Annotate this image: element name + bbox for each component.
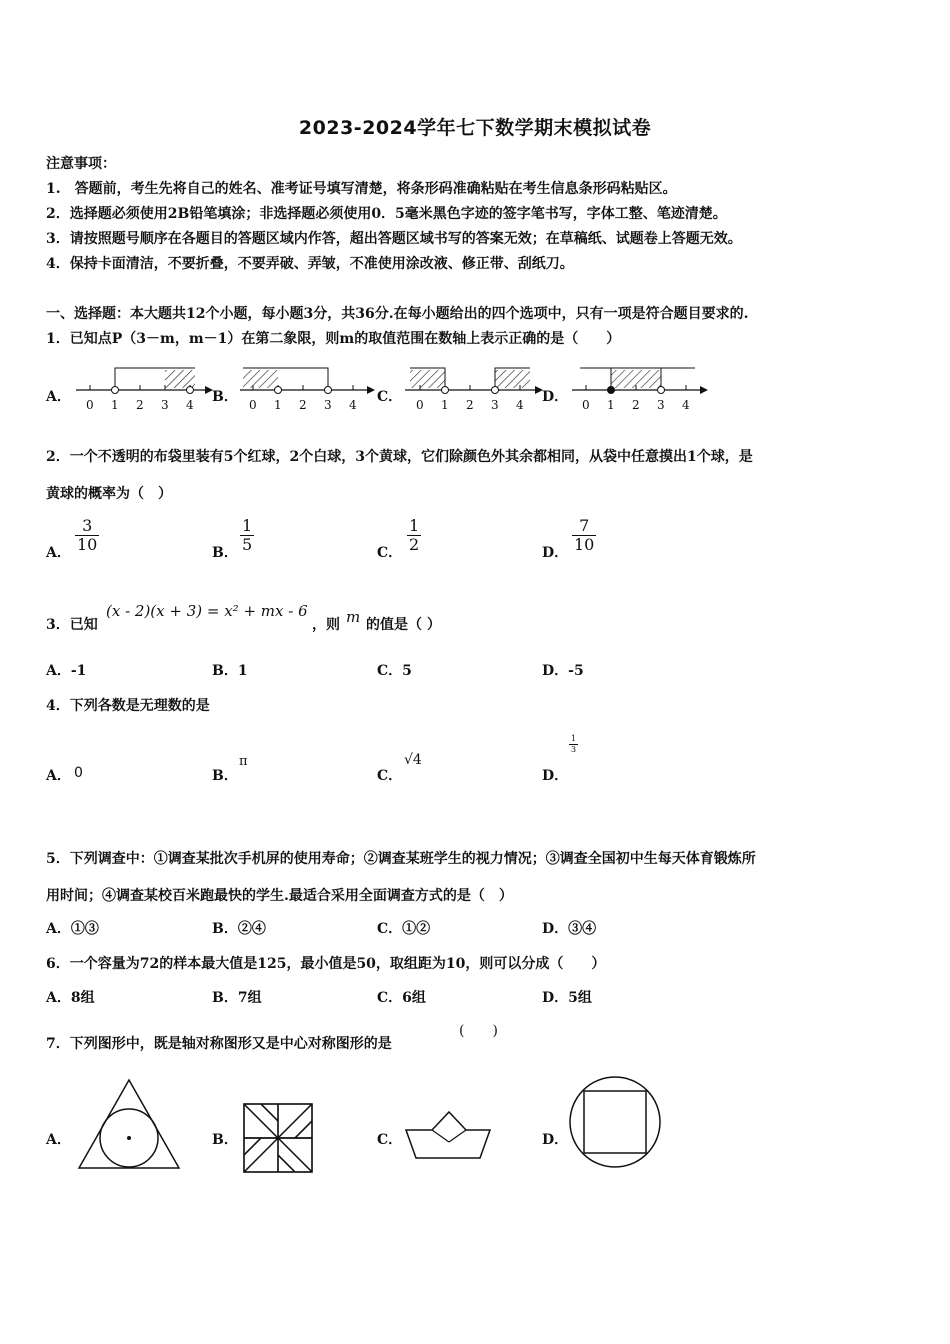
tick-label: 2 (466, 398, 474, 412)
question-7-paren: ( ) (459, 1023, 498, 1039)
notice-item: 3．请按照题号顺序在各题目的答题区域内作答，超出答题区域书写的答案无效；在草稿纸、试题卷上答题无效。 (46, 231, 742, 247)
tick-label: 2 (136, 398, 144, 412)
tick-label: 4 (516, 398, 524, 412)
q2-option-c-label: C． (377, 545, 403, 561)
q4-option-a-value: 0 (74, 765, 83, 781)
boat-figure (404, 1110, 494, 1170)
tick-label: 3 (161, 398, 169, 412)
q1-option-d-label: D． (542, 389, 569, 405)
q4-option-b-label: B． (212, 768, 238, 784)
denominator: 10 (574, 535, 595, 554)
tick-label: 2 (632, 398, 640, 412)
q3-option-d: D．-5 (542, 663, 584, 679)
tick-label: 4 (186, 398, 194, 412)
question-3-prefix: 3．已知 (46, 617, 98, 633)
notice-item: 4．保持卡面清洁，不要折叠，不要弄破、弄皱，不准使用涂改液、修正带、刮纸刀。 (46, 256, 574, 272)
q2-option-d-fraction (572, 517, 596, 554)
q6-option-c: C．6组 (377, 990, 426, 1006)
question-5-stem-cont: 用时间；④调查某校百米跑最快的学生.最适合采用全面调查方式的是（ ） (46, 888, 513, 904)
square-in-circle-figure (568, 1076, 664, 1172)
q7-option-c-label: C． (377, 1132, 403, 1148)
tick-label: 0 (582, 398, 590, 412)
q5-option-d: D．③④ (542, 921, 597, 937)
q4-option-b-value: π (239, 754, 248, 769)
q4-option-d-label: D． (542, 768, 569, 784)
triangle-incircle-figure (76, 1075, 186, 1175)
question-3-suffix: ，则 (312, 617, 340, 633)
notice-item: 1. 答题前，考生先将自己的姓名、准考证号填写清楚，将条形码准确粘贴在考生信息条形码粘贴区。 (46, 181, 677, 197)
number-line-d (572, 368, 708, 394)
numerator: 1 (242, 516, 253, 535)
number-line-a (76, 368, 213, 394)
tick-label: 0 (249, 398, 257, 412)
tick-label: 0 (416, 398, 424, 412)
q2-option-a-fraction (75, 517, 99, 554)
question-5-stem: 5．下列调查中：①调查某批次手机屏的使用寿命；②调查某班学生的视力情况；③调查全国初中生每天体育锻炼所 (46, 851, 756, 867)
q3-option-a: A．-1 (46, 663, 87, 679)
tick-label: 3 (657, 398, 665, 412)
q1-option-b-label: B． (212, 389, 238, 405)
question-2-stem-cont: 黄球的概率为（ ） (46, 486, 172, 502)
q7-option-a-label: A． (46, 1132, 71, 1148)
tick-label: 4 (349, 398, 357, 412)
numerator: 3 (82, 516, 93, 535)
q1-option-c-label: C． (377, 389, 403, 405)
q3-option-b: B．1 (212, 663, 248, 679)
tick-label: 1 (607, 398, 615, 412)
q2-option-a-label: A． (46, 545, 71, 561)
page-title: 2023-2024学年七下数学期末模拟试卷 (298, 117, 652, 139)
q6-option-a: A．8组 (46, 990, 95, 1006)
q4-option-a-label: A． (46, 768, 71, 784)
question-3-formula: (x - 2)(x + 3) = x² + mx - 6 (106, 602, 308, 620)
numerator: 7 (579, 516, 590, 535)
q5-option-c: C．①② (377, 921, 431, 937)
q6-option-b: B．7组 (212, 990, 262, 1006)
question-4-stem: 4．下列各数是无理数的是 (46, 698, 210, 714)
q4-option-d-fraction (569, 734, 578, 755)
q5-option-b: B．②④ (212, 921, 266, 937)
tick-label: 3 (324, 398, 332, 412)
number-line-c (405, 368, 543, 394)
q3-option-c: C．5 (377, 663, 412, 679)
tick-label: 3 (491, 398, 499, 412)
tick-label: 1 (274, 398, 282, 412)
numerator: 1 (409, 516, 420, 535)
notice-item: 2．选择题必须使用2B铅笔填涂；非选择题必须使用0．5毫米黑色字迹的签字笔书写，字体工整、笔迹清楚。 (46, 206, 727, 222)
q5-option-a: A．①③ (46, 921, 99, 937)
question-3-variable: m (346, 608, 361, 626)
pinwheel-figure (243, 1103, 315, 1175)
denominator: 3 (571, 745, 577, 754)
section-heading: 一、选择题：本大题共12个小题，每小题3分，共36分.在每小题给出的四个选项中，只有一项是符合题目要求的. (46, 306, 749, 322)
denominator: 5 (242, 535, 253, 554)
question-3-tail: 的值是（ ） (366, 617, 441, 633)
question-6-stem: 6．一个容量为72的样本最大值是125，最小值是50，取组距为10，则可以分成（ ） (46, 956, 606, 972)
tick-label: 1 (441, 398, 449, 412)
q2-option-b-label: B． (212, 545, 238, 561)
tick-label: 1 (111, 398, 119, 412)
q4-option-c-value: √4 (404, 752, 422, 768)
q4-option-c-label: C． (377, 768, 403, 784)
tick-label: 0 (86, 398, 94, 412)
q2-option-b-fraction (240, 517, 254, 554)
question-1-stem: 1．已知点P（3－m，m－1）在第二象限，则m的取值范围在数轴上表示正确的是（ ） (46, 331, 621, 347)
q2-option-c-fraction (407, 517, 421, 554)
denominator: 10 (77, 535, 98, 554)
q2-option-d-label: D． (542, 545, 569, 561)
numerator: 1 (571, 734, 577, 743)
tick-label: 2 (299, 398, 307, 412)
denominator: 2 (409, 535, 420, 554)
q6-option-d: D．5组 (542, 990, 592, 1006)
tick-label: 4 (682, 398, 690, 412)
question-2-stem: 2．一个不透明的布袋里装有5个红球，2个白球，3个黄球，它们除颜色外其余都相同，从袋中任意摸出1个球，是 (46, 449, 753, 465)
number-line-b (240, 368, 375, 394)
question-7-stem: 7．下列图形中，既是轴对称图形又是中心对称图形的是 (46, 1036, 392, 1052)
q7-option-d-label: D． (542, 1132, 569, 1148)
notice-heading: 注意事项： (46, 156, 116, 172)
q1-option-a-label: A． (46, 389, 71, 405)
q7-option-b-label: B． (212, 1132, 238, 1148)
